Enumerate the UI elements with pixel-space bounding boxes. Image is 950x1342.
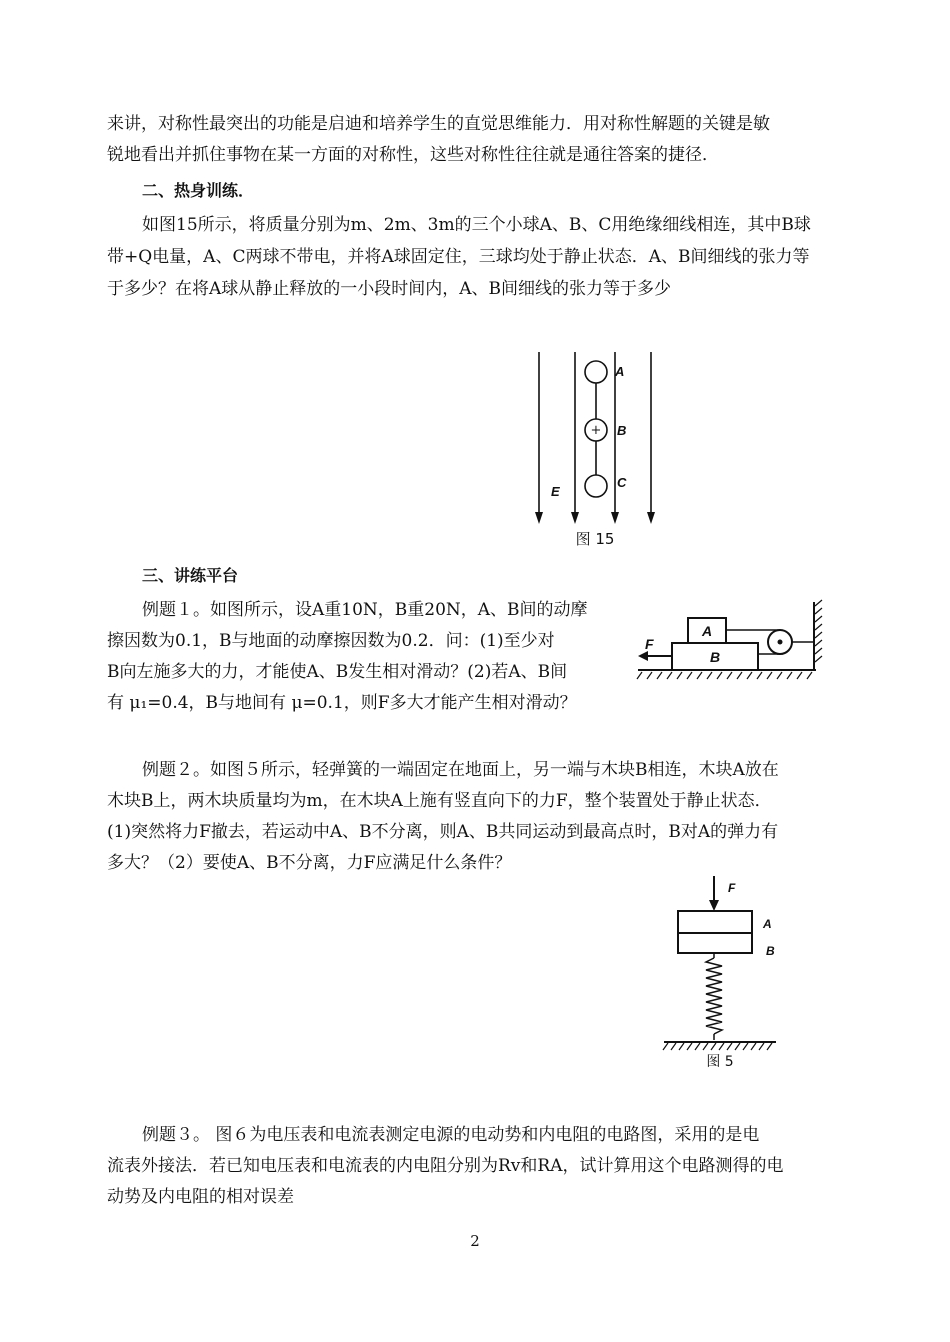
figure-15 <box>525 348 665 553</box>
section2-line-2: 带+Q电量，A、C两球不带电，并将A球固定住，三球均处于静止状态．A、B间细线的张力等 <box>107 247 810 267</box>
example3-line-2: 流表外接法．若已知电压表和电流表的内电阻分别为Rv和RA，试计算用这个电路测得的电 <box>107 1156 784 1176</box>
force-f-label: F <box>645 636 654 652</box>
example2-line-1: 例题２。如图５所示，轻弹簧的一端固定在地面上，另一端与木块B相连，木块A放在 <box>142 760 779 780</box>
section-heading-warmup: 二、热身训练． <box>142 181 255 200</box>
block-a-label: A <box>701 623 713 639</box>
ball-c-label: C <box>617 475 627 490</box>
example2-line-4: 多大？（2）要使A、B不分离，力F应满足什么条件？ <box>107 853 512 873</box>
block-a <box>678 911 752 933</box>
example1-line-2: 擦因数为0.1，B与地面的动摩擦因数为0.2．问：(1)至少对 <box>107 631 555 651</box>
intro-line-1: 来讲，对称性最突出的功能是启迪和培养学生的直觉思维能力．用对称性解题的关键是敏 <box>107 114 770 134</box>
ball-a-label: A <box>615 364 625 379</box>
figure-5-caption: 图 5 <box>706 1054 734 1070</box>
section2-line-1: 如图15所示，将质量分别为m、2m、3m的三个小球A、B、C用绝缘细线相连，其中B球 <box>142 215 811 235</box>
example2-line-2: 木块B上，两木块质量均为m，在木块A上施有竖直向下的力F，整个装置处于静止状态． <box>107 791 772 811</box>
ball-b-label: B <box>617 423 627 438</box>
field-e-label: E <box>551 484 560 499</box>
example1-line-3: B向左施多大的力，才能使A、B发生相对滑动？(2)若A、B间 <box>107 662 568 682</box>
example1-line-4: 有 μ₁=0.4，B与地间有 μ=0.1，则F多大才能产生相对滑动？ <box>107 693 577 713</box>
block-b-label: B <box>766 944 775 958</box>
intro-line-2: 锐地看出并抓住事物在某一方面的对称性，这些对称性往往就是通往答案的捷径． <box>107 145 719 165</box>
page-number: 2 <box>470 1232 480 1250</box>
block-a-label: A <box>763 917 772 931</box>
example1-line-1: 例题１。如图所示，设A重10N，B重20N，A、B间的动摩 <box>142 600 588 620</box>
example3-line-1: 例题３。 图６为电压表和电流表测定电源的电动势和内电阻的电路图，采用的是电 <box>142 1125 760 1145</box>
ball-a <box>585 361 607 383</box>
force-f-label: F <box>728 881 736 895</box>
block-b <box>678 933 752 953</box>
ball-b-charge-label: + <box>590 423 602 438</box>
block-b-label: B <box>709 649 721 665</box>
figure-5-spring <box>660 870 790 1070</box>
example3-line-3: 动势及内电阻的相对误差 <box>107 1187 294 1207</box>
figure-15-caption: 图 15 <box>575 530 615 548</box>
figure-example1-blocks <box>634 598 830 684</box>
ball-c <box>585 475 607 497</box>
example2-line-3: (1)突然将力F撤去，若运动中A、B不分离，则A、B共同运动到最高点时，B对A的弹力有 <box>107 822 779 842</box>
spring <box>706 958 722 1034</box>
section2-line-3: 于多少？在将A球从静止释放的一小段时间内，A、B间细线的张力等于多少 <box>107 279 672 299</box>
section-heading-practice: 三、讲练平台 <box>142 566 239 585</box>
